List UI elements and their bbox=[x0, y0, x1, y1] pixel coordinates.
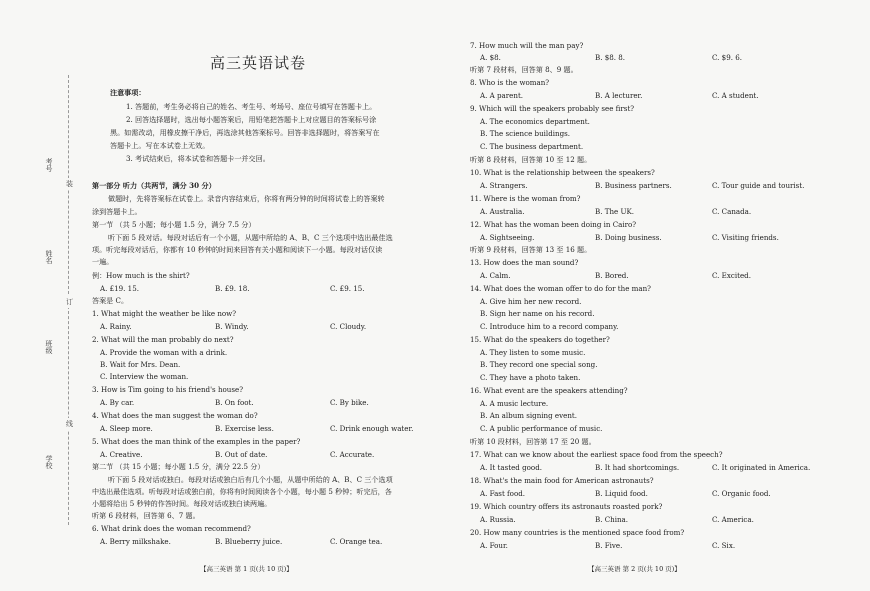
instruction-line: 一遍。 bbox=[92, 257, 114, 266]
class-label: 班级 bbox=[45, 340, 53, 354]
question: 8. Who is the woman? bbox=[470, 78, 550, 87]
option-c: C. They have a photo taken. bbox=[480, 373, 581, 382]
option-b: B. Sign her name on his record. bbox=[480, 309, 595, 318]
question: 4. What does the man suggest the woman do? bbox=[92, 411, 258, 420]
option-a: A. A parent. bbox=[480, 91, 524, 100]
option-b: B. Wait for Mrs. Dean. bbox=[100, 360, 181, 369]
instruction-line: 项。听完每段对话后，你都有 10 秒钟的时间来回答有关小题和阅读下一小题。每段对话仅读 bbox=[92, 245, 383, 254]
material-line: 听第 9 段材料，回答第 13 至 16 题。 bbox=[470, 245, 592, 254]
material-line: 听第 8 段材料，回答第 10 至 12 题。 bbox=[470, 155, 592, 164]
option-c: C. Tour guide and tourist. bbox=[712, 181, 805, 190]
option-b: B. The UK. bbox=[595, 207, 635, 216]
option-a: A. They listen to some music. bbox=[480, 348, 586, 357]
example-question: 例：How much is the shirt? bbox=[92, 271, 190, 280]
instruction-line: 小题将给出 5 秒钟的作答时间。每段对话或独白读两遍。 bbox=[92, 499, 272, 508]
question: 5. What does the man think of the examples in the paper? bbox=[92, 437, 301, 446]
instruction-line: 涂到答题卡上。 bbox=[92, 207, 142, 216]
question: 7. How much will the man pay? bbox=[470, 41, 584, 50]
instruction-line: 中选出最佳选项。听每段对话或独白前，你将有时间阅读各个小题，每小题 5 秒钟；听完后，各 bbox=[92, 487, 392, 496]
option-c: C. By bike. bbox=[330, 398, 369, 407]
option-b: B. Business partners. bbox=[595, 181, 672, 190]
option-b: B. Doing business. bbox=[595, 233, 662, 242]
option-c: C. Introduce him to a record company. bbox=[480, 322, 619, 331]
option-c: C. Six. bbox=[712, 541, 736, 550]
question: 19. Which country offers its astronauts roasted pork? bbox=[470, 502, 663, 511]
option-b: B. Liquid food. bbox=[595, 489, 648, 498]
exam-number-label: 考号 bbox=[45, 158, 53, 172]
name-label: 姓名 bbox=[45, 250, 53, 264]
option-a: A. It tasted good. bbox=[480, 463, 542, 472]
option-a: A. Give him her new record. bbox=[480, 297, 582, 306]
option-a: A. Four. bbox=[480, 541, 508, 550]
binding-margin bbox=[0, 0, 86, 591]
option-b: B. It had shortcomings. bbox=[595, 463, 680, 472]
material-line: 听第 6 段材料，回答第 6、7 题。 bbox=[92, 511, 200, 520]
option-c: C. A public performance of music. bbox=[480, 424, 603, 433]
instruction-line: 做题时，先将答案标在试卷上。录音内容结束后，你将有两分钟的时间将试卷上的答案转 bbox=[108, 194, 385, 203]
binding-mark: 线 bbox=[66, 420, 73, 428]
notice-line: 1. 答题前，考生务必将自己的姓名、考生号、考场号、座位号填写在答题卡上。 bbox=[126, 102, 377, 111]
option-a: A. Russia. bbox=[480, 515, 516, 524]
notice-line: 3. 考试结束后，将本试卷和答题卡一并交回。 bbox=[126, 154, 270, 163]
question: 16. What event are the speakers attending? bbox=[470, 386, 628, 395]
option-c: C. Excited. bbox=[712, 271, 751, 280]
question: 18. What's the main food for American astronauts? bbox=[470, 476, 654, 485]
option-c: C. Drink enough water. bbox=[330, 424, 414, 433]
option-a: A. Calm. bbox=[480, 271, 511, 280]
option-b: B. Blueberry juice. bbox=[215, 537, 283, 546]
notice-title: 注意事项： bbox=[110, 88, 146, 97]
option-b: B. Out of date. bbox=[215, 450, 268, 459]
option-a: A. Creative. bbox=[100, 450, 143, 459]
option-c: C. $9. 6. bbox=[712, 53, 742, 62]
question: 1. What might the weather be like now? bbox=[92, 309, 237, 318]
question: 13. How does the man sound? bbox=[470, 258, 579, 267]
question: 11. Where is the woman from? bbox=[470, 194, 581, 203]
option-c: C. It originated in America. bbox=[712, 463, 811, 472]
option-c: C. Visiting friends. bbox=[712, 233, 779, 242]
option-c: C. Interview the woman. bbox=[100, 372, 189, 381]
option-a: A. By car. bbox=[100, 398, 135, 407]
option-a: A. £19. 15. bbox=[100, 284, 139, 293]
option-c: C. Organic food. bbox=[712, 489, 771, 498]
option-c: C. Cloudy. bbox=[330, 322, 367, 331]
option-c: C. Canada. bbox=[712, 207, 752, 216]
question: 2. What will the man probably do next? bbox=[92, 335, 234, 344]
option-b: B. £9. 18. bbox=[215, 284, 250, 293]
page-footer: 【高三英语 第 1 页(共 10 页)】 bbox=[200, 565, 293, 573]
section-heading: 第二节 （共 15 小题；每小题 1.5 分，满分 22.5 分） bbox=[92, 462, 265, 471]
school-label: 学校 bbox=[45, 455, 53, 469]
material-line: 听第 7 段材料，回答第 8、9 题。 bbox=[470, 65, 578, 74]
option-b: B. Exercise less. bbox=[215, 424, 274, 433]
question: 14. What does the woman offer to do for the man? bbox=[470, 284, 651, 293]
question: 12. What has the woman been doing in Cairo? bbox=[470, 220, 637, 229]
option-c: C. £9. 15. bbox=[330, 284, 365, 293]
option-c: C. Accurate. bbox=[330, 450, 375, 459]
option-b: B. China. bbox=[595, 515, 629, 524]
option-b: B. The science buildings. bbox=[480, 129, 571, 138]
option-b: B. They record one special song. bbox=[480, 360, 598, 369]
option-c: C. A student. bbox=[712, 91, 759, 100]
option-b: B. On foot. bbox=[215, 398, 254, 407]
option-a: A. A music lecture. bbox=[480, 399, 549, 408]
option-b: B. Five. bbox=[595, 541, 623, 550]
page-title: 高三英语试卷 bbox=[210, 54, 307, 72]
part-heading: 第一部分 听力（共两节，满分 30 分） bbox=[92, 181, 216, 190]
option-a: A. Fast food. bbox=[480, 489, 526, 498]
question: 9. Which will the speakers probably see first? bbox=[470, 104, 635, 113]
option-a: A. Strangers. bbox=[480, 181, 528, 190]
option-a: A. Rainy. bbox=[100, 322, 132, 331]
notice-line: 答题卡上。写在本试卷上无效。 bbox=[110, 141, 210, 150]
example-answer: 答案是 C。 bbox=[92, 296, 129, 305]
question: 3. How is Tim going to his friend's house? bbox=[92, 385, 243, 394]
notice-line: 2. 回答选择题时，选出每小题答案后，用铅笔把答题卡上对应题目的答案标号涂 bbox=[126, 115, 377, 124]
option-b: B. A lecturer. bbox=[595, 91, 643, 100]
section-heading: 第一节 （共 5 小题；每小题 1.5 分，满分 7.5 分） bbox=[92, 220, 256, 229]
option-a: A. Berry milkshake. bbox=[100, 537, 171, 546]
option-c: C. America. bbox=[712, 515, 754, 524]
instruction-line: 听下面 5 段对话。每段对话后有一个小题，从题中所给的 A、B、C 三个选项中选出最佳选 bbox=[108, 233, 393, 242]
question: 17. What can we know about the earliest space food from the speech? bbox=[470, 450, 723, 459]
option-a: A. The economics department. bbox=[480, 117, 590, 126]
option-a: A. Sleep more. bbox=[100, 424, 153, 433]
option-c: C. Orange tea. bbox=[330, 537, 383, 546]
option-a: A. Australia. bbox=[480, 207, 525, 216]
binding-mark: 订 bbox=[66, 298, 73, 306]
option-b: B. An album signing event. bbox=[480, 411, 577, 420]
option-b: B. $8. 8. bbox=[595, 53, 626, 62]
question: 6. What drink does the woman recommend? bbox=[92, 524, 251, 533]
option-a: A. $8. bbox=[480, 53, 501, 62]
question: 10. What is the relationship between the speakers? bbox=[470, 168, 655, 177]
option-a: A. Sightseeing. bbox=[480, 233, 535, 242]
material-line: 听第 10 段材料，回答第 17 至 20 题。 bbox=[470, 437, 596, 446]
question: 20. How many countries is the mentioned space food from? bbox=[470, 528, 685, 537]
option-a: A. Provide the woman with a drink. bbox=[100, 348, 228, 357]
page-footer: 【高三英语 第 2 页(共 10 页)】 bbox=[588, 565, 681, 573]
option-b: B. Bored. bbox=[595, 271, 629, 280]
binding-mark: 装 bbox=[66, 180, 73, 188]
instruction-line: 听下面 5 段对话或独白。每段对话或独白后有几个小题，从题中所给的 A、B、C 三个选项 bbox=[108, 475, 393, 484]
option-c: C. The business department. bbox=[480, 142, 584, 151]
question: 15. What do the speakers do together? bbox=[470, 335, 610, 344]
option-b: B. Windy. bbox=[215, 322, 249, 331]
notice-line: 黑。如需改动，用橡皮擦干净后，再选涂其他答案标号。回答非选择题时，将答案写在 bbox=[110, 128, 380, 137]
